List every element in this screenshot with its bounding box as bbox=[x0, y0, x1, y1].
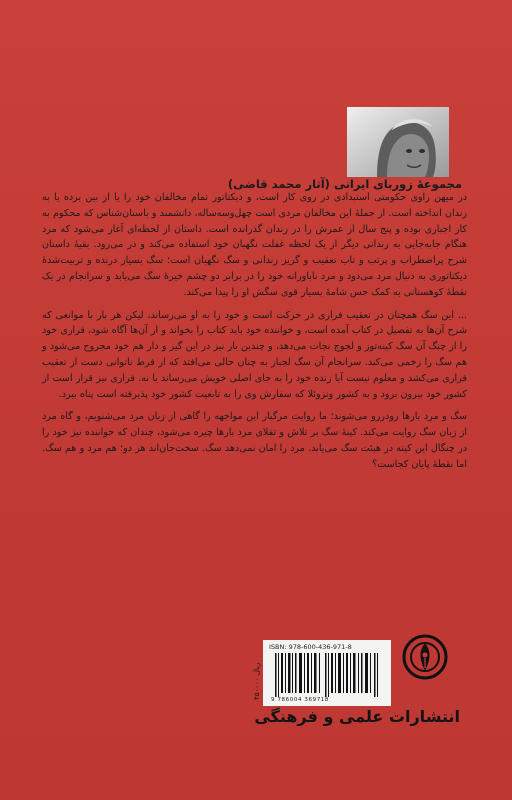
series-name: مجموعهٔ زوربای ایرانی bbox=[333, 177, 462, 191]
blurb-paragraph: در میهن راوی حکومتی استبدادی در روی کار است، و دیکتاتور تمام مخالفان خود را یا از بین برده یا به زندان انداخته است. از جملهٔ این مخالفان مردی است چهل‌وسه‌ساله، دانشمند و باستان‌شناس که محکوم به کار اجباری بوده و پنج سال از عمرش را در زندان گذرانده است. داستان از لحظه‌ای آغاز می‌شود که مرد هنگام جابه‌جایی به زندانی دیگر از یک لحظه غفلت نگهبان خود استفاده می‌کند و در می‌رود. بقیهٔ داستان شرح پراضطراب و پرتب و تاب تعقیب و گریز زندانی و سگ نگهبان است؛ سگ بسیار درنده و تربیت‌شدهٔ دیکتاتوری به دنبال مرد می‌دود و مرد ناباورانه خود را در برابر دو چشم خیرهٔ سگ می‌یابد و سرانجام در یک نقطهٔ کوهستانی به کمک حس شامهٔ بسیار قوی سگش او را پیدا می‌کند. bbox=[42, 192, 467, 298]
barcode-icon bbox=[273, 653, 383, 697]
isbn-text: ISBN: 978-600-436-971-8 bbox=[269, 643, 352, 651]
blurb-paragraph: ... این سگ همچنان در تعقیب فراری در حرکت است و خود را به او می‌رساند، لیکن هر بار با موانعی که شرح آن‌ها به تفصیل در کتاب آمده است، و خواننده خود باید کتاب را بخواند و از آن‌ها آگاه شود، فراری خود را از چنگ آن سگ کینه‌توز و لجوج نجات می‌دهد، و چندین بار نیز در این گیر و دار هم خود مجروح می‌شود و هم سگ را زخمی می‌کند. سرانجام آن سگ لجباز به چنان حالی می‌افتد که از فرط ناتوانی دست از تعقیب فراری می‌کشد و معلوم نیست آیا زنده خود را به جای اصلی خویش می‌رساند یا نه. فراری نیز قرار است از کشور خود بیرون برود و به کشور ونزوئلا که سفارش وی را به تابعیت کشور خود پذیرفته است پناه ببرد. bbox=[42, 309, 467, 400]
series-author: (آثار محمد قاضی) bbox=[227, 177, 330, 191]
publisher-name: انتشارات علمی و فرهنگی bbox=[254, 707, 460, 726]
price-label: ۴۵۰۰۰۰ ریال bbox=[253, 662, 261, 700]
author-portrait bbox=[347, 107, 449, 177]
barcode-digits: 9 786004 369718 bbox=[271, 697, 329, 703]
author-portrait-image bbox=[347, 107, 449, 177]
publisher-logo-icon bbox=[402, 634, 448, 680]
blurb-paragraph: سگ و مرد بارها رودررو می‌شوند؛ ما روایت مرگبار این مواجهه را گاهی از زبان مرد می‌شنویم، و گاه مرد از زبان سگ روایت می‌کند. کینهٔ سگ بر تلاش و تقلای مرد بارها چیره می‌شود، چندان که خواننده نیز خود را در چنگال این کینه در هیئت سگ می‌یابد. مرد را امان نمی‌دهد سگ. سخت‌جان‌اند هر دو؛ هم مرد و هم سگ. اما نقطهٔ پایان کجاست؟ bbox=[42, 411, 467, 470]
back-cover-blurb bbox=[42, 190, 467, 618]
isbn-barcode bbox=[263, 640, 391, 706]
